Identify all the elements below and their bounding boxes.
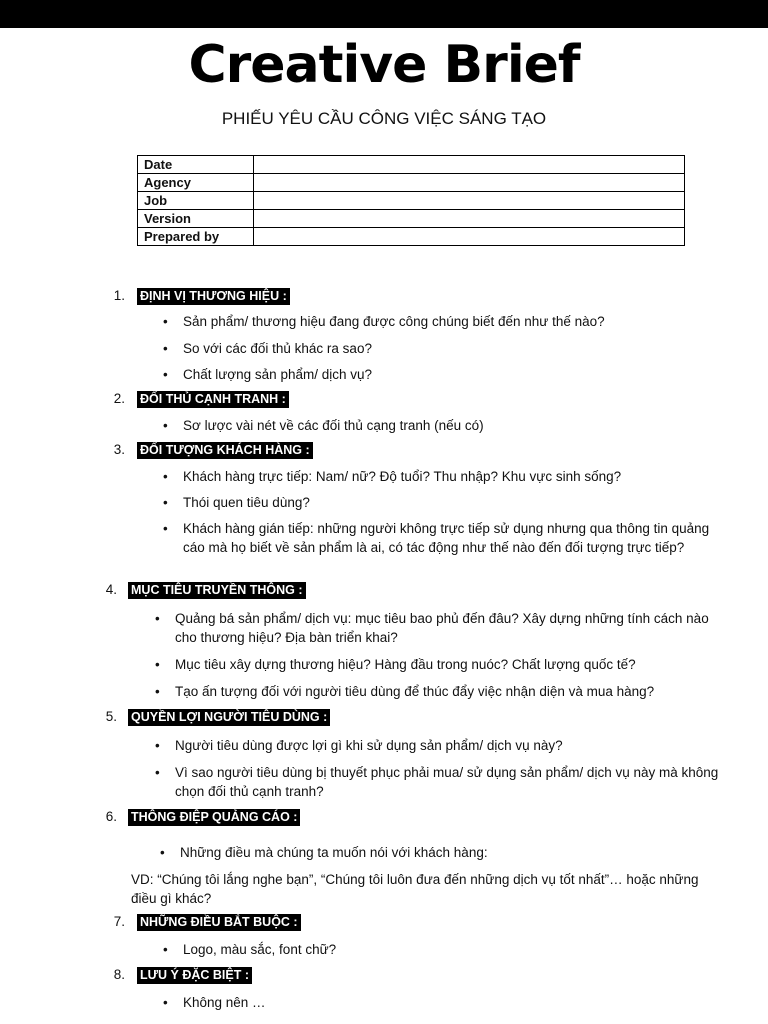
section-number: 6. (105, 809, 117, 824)
page-subtitle: PHIẾU YÊU CẦU CÔNG VIỆC SÁNG TẠO (221, 109, 547, 128)
row-label-agency: Agency (138, 174, 254, 192)
section-heading-brand-positioning: ĐỊNH VỊ THƯƠNG HIỆU : (137, 288, 290, 305)
top-black-bar (0, 0, 768, 28)
example-note: VD: “Chúng tôi lắng nghe bạn”, “Chúng tôi luôn đưa đến những dịch vụ tốt nhất”… hoặc những điều gì khác? (131, 872, 699, 906)
date-field[interactable] (254, 156, 685, 174)
list-item: • Không nên … (163, 995, 266, 1010)
section-number: 1. (113, 288, 125, 303)
section-heading-special-notes: LƯU Ý ĐẶC BIỆT : (137, 967, 252, 984)
section-number: 8. (113, 967, 125, 982)
list-item: • Người tiêu dùng được lợi gì khi sử dụng sản phẩm/ dịch vụ này? (155, 738, 563, 753)
list-item: • Mục tiêu xây dựng thương hiệu? Hàng đầu trong nuóc? Chất lượng quốc tế? (155, 657, 636, 672)
section-heading-consumer-benefits: QUYỀN LỢI NGƯỜI TIÊU DÙNG : (128, 709, 330, 726)
list-item: • Tạo ấn tượng đối với người tiêu dùng để thúc đẩy việc nhận diện và mua hàng? (155, 684, 655, 699)
list-item: • Vì sao người tiêu dùng bị thuyết phục phải mua/ sử dụng sản phẩm/ dịch vụ này mà không chọn đối thủ cạnh tranh? (155, 765, 719, 799)
list-item: • Sản phẩm/ thương hiệu đang được công chúng biết đến như thế nào? (163, 314, 605, 329)
page-title: Creative Brief (188, 35, 580, 95)
section-number: 3. (113, 442, 125, 457)
list-item: • So với các đối thủ khác ra sao? (163, 341, 372, 356)
table-row (138, 192, 685, 210)
row-label-prepared-by: Prepared by (138, 228, 254, 246)
row-label-date: Date (138, 156, 254, 174)
brief-info-table (137, 155, 685, 246)
section-number: 4. (105, 582, 117, 597)
list-item: • Khách hàng gián tiếp: những người không trực tiếp sử dụng nhưng qua thông tin quảng cáo mà họ biết về sản phẩm là ai, có tác động như thế nào đến đối tượng trực tiếp? (163, 521, 710, 555)
agency-field[interactable] (254, 174, 685, 192)
section-heading-competitors: ĐỐI THỦ CẠNH TRANH : (137, 391, 289, 408)
table-row (138, 228, 685, 246)
row-label-version: Version (138, 210, 254, 228)
list-item: • Chất lượng sản phẩm/ dịch vụ? (163, 367, 372, 382)
job-field[interactable] (254, 192, 685, 210)
prepared-by-field[interactable] (254, 228, 685, 246)
table-row (138, 174, 685, 192)
section-number: 5. (105, 709, 117, 724)
section-heading-mandatory-items: NHỮNG ĐIỀU BẮT BUỘC : (137, 914, 301, 931)
list-item: • Logo, màu sắc, font chữ? (163, 942, 337, 957)
version-field[interactable] (254, 210, 685, 228)
list-item: • Sơ lược vài nét về các đối thủ cạng tranh (nếu có) (163, 418, 484, 433)
list-item: • Những điều mà chúng ta muốn nói với khách hàng: (160, 845, 488, 860)
section-heading-target-customers: ĐỐI TƯỢNG KHÁCH HÀNG : (137, 442, 313, 459)
list-item: • Quảng bá sản phẩm/ dịch vụ: mục tiêu bao phủ đến đâu? Xây dựng những tính cách nào cho thương hiệu? Địa bàn triển khai? (155, 611, 709, 645)
table-row (138, 210, 685, 228)
section-heading-communication-goals: MỤC TIÊU TRUYỀN THÔNG : (128, 582, 306, 599)
section-heading-advertising-message: THÔNG ĐIỆP QUẢNG CÁO : (128, 809, 300, 826)
list-item: • Thói quen tiêu dùng? (163, 495, 310, 510)
list-item: • Khách hàng trực tiếp: Nam/ nữ? Độ tuổi? Thu nhập? Khu vực sinh sống? (163, 469, 622, 484)
section-number: 7. (113, 914, 125, 929)
section-number: 2. (113, 391, 125, 406)
row-label-job: Job (138, 192, 254, 210)
table-row (138, 156, 685, 174)
